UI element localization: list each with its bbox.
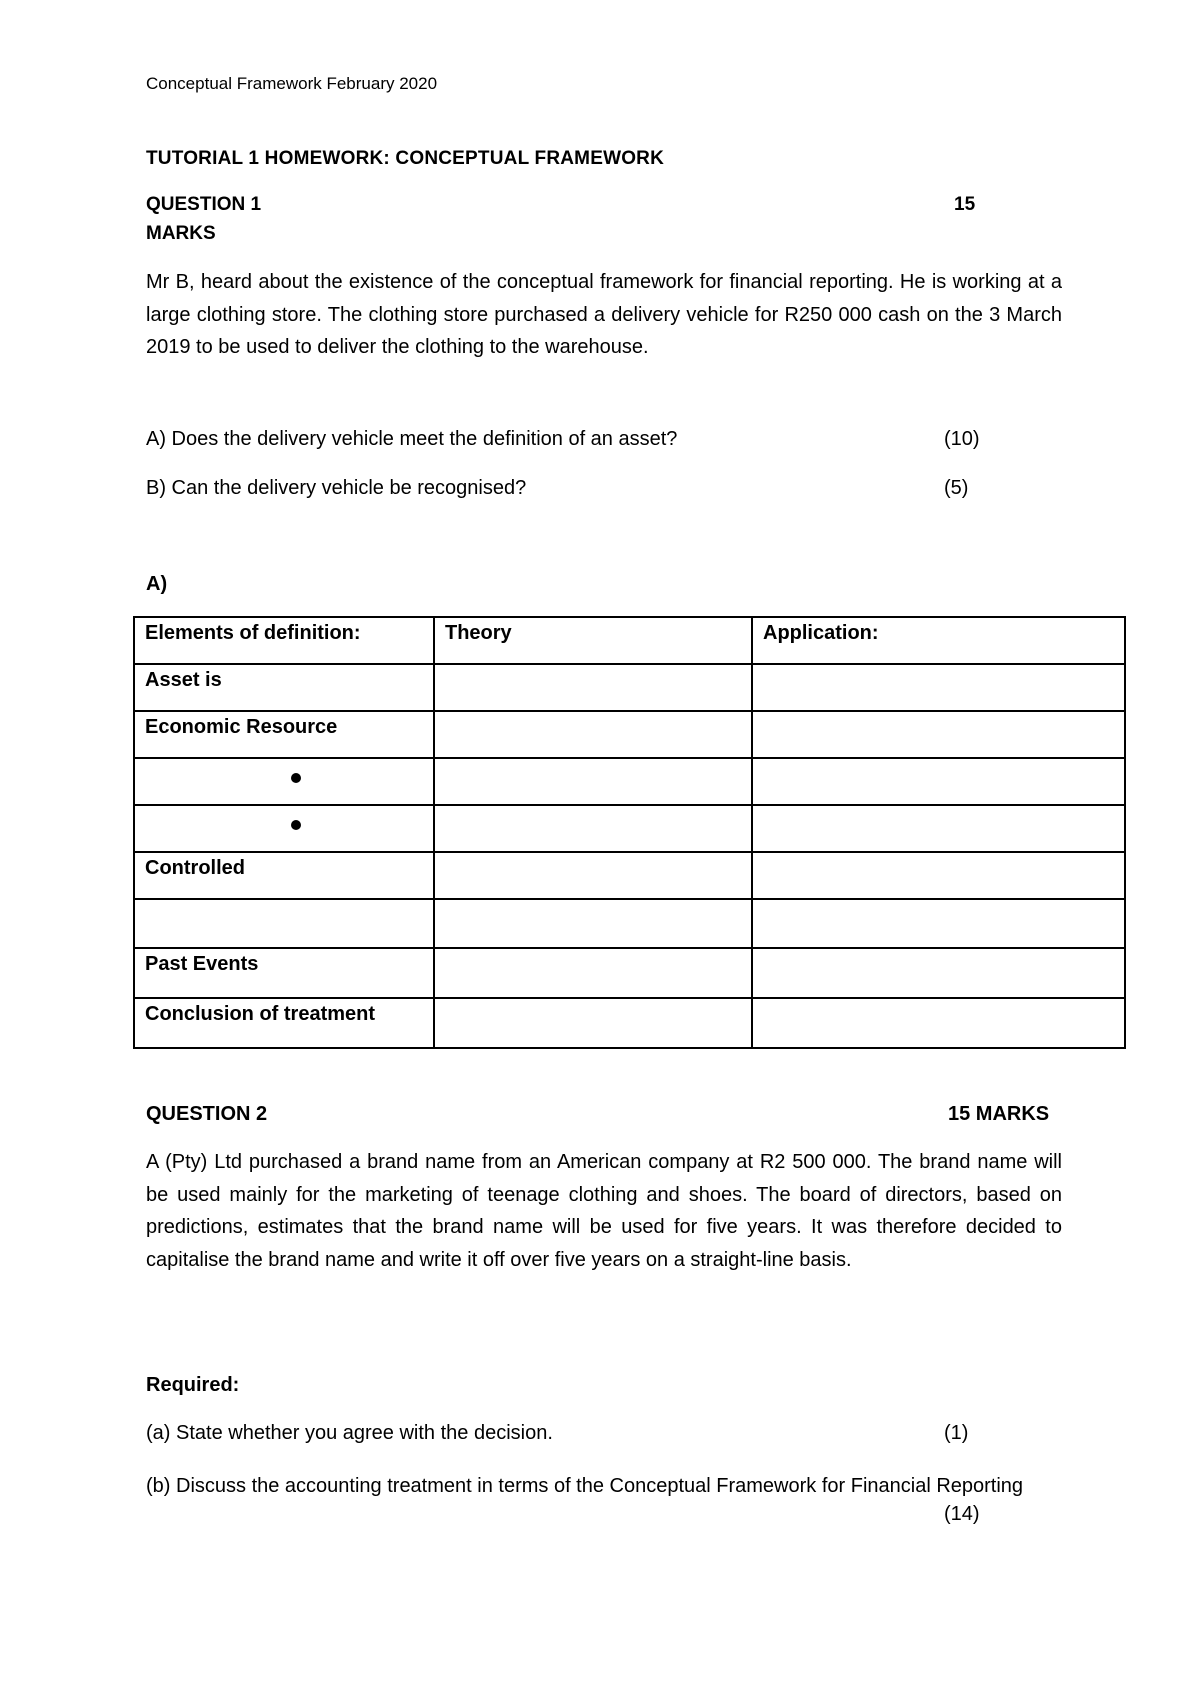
question-1-scenario: Mr B, heard about the existence of the conceptual framework for financial reporting. He is working at a large clothing store. The clothing store purchased a delivery vehicle for R250 000 cash on the 3 March 2019 to be used to deliver the clothing to the warehouse.: [146, 271, 1062, 358]
theory-cell[interactable]: [434, 664, 752, 711]
theory-cell[interactable]: [434, 899, 752, 948]
document-title: TUTORIAL 1 HOMEWORK: CONCEPTUAL FRAMEWORK: [146, 148, 665, 169]
question-2a-marks: (1): [944, 1422, 969, 1444]
row-label-empty: [134, 899, 434, 948]
table-row: [134, 899, 1125, 948]
header-elements: Elements of definition:: [134, 617, 434, 664]
row-label-asset-is: Asset is: [134, 664, 434, 711]
application-cell[interactable]: [752, 805, 1125, 852]
page-header: Conceptual Framework February 2020: [146, 74, 438, 93]
question-1a-text: A) Does the delivery vehicle meet the definition of an asset?: [146, 428, 678, 450]
bullet-icon: [291, 820, 301, 830]
application-cell[interactable]: [752, 998, 1125, 1048]
application-cell[interactable]: [752, 948, 1125, 998]
question-1-marks-number: 15: [954, 194, 976, 215]
theory-cell[interactable]: [434, 711, 752, 758]
theory-cell[interactable]: [434, 805, 752, 852]
question-2-marks: 15 MARKS: [948, 1103, 1050, 1125]
row-label-economic-resource: Economic Resource: [134, 711, 434, 758]
application-cell[interactable]: [752, 664, 1125, 711]
theory-cell[interactable]: [434, 998, 752, 1048]
question-2-label: QUESTION 2: [146, 1103, 268, 1125]
bullet-icon: [291, 773, 301, 783]
application-cell[interactable]: [752, 899, 1125, 948]
table-row: [134, 805, 1125, 852]
application-cell[interactable]: [752, 758, 1125, 805]
question-2-scenario: A (Pty) Ltd purchased a brand name from an American company at R2 500 000. The brand name will be used mainly for the marketing of teenage clothing and shoes. The board of directors, based on predictions, estimates that the brand name will be used for five years. It was therefore decided to capitalise the brand name and write it off over five years on a straight-line basis.: [146, 1151, 1062, 1271]
table-row: [134, 948, 1125, 998]
table-header-row: [134, 617, 1125, 664]
question-1a-marks: (10): [944, 428, 980, 450]
bullet-cell: [134, 805, 434, 852]
table-row: [134, 852, 1125, 899]
theory-cell[interactable]: [434, 948, 752, 998]
header-theory: Theory: [434, 617, 752, 664]
row-label-conclusion: Conclusion of treatment: [134, 998, 434, 1048]
table-row: [134, 664, 1125, 711]
asset-definition-table: [133, 616, 1126, 1049]
application-cell[interactable]: [752, 711, 1125, 758]
application-cell[interactable]: [752, 852, 1125, 899]
row-label-controlled: Controlled: [134, 852, 434, 899]
answer-a-label: A): [146, 573, 168, 595]
question-2b-text: (b) Discuss the accounting treatment in terms of the Conceptual Framework for Financial Reporting: [146, 1475, 1024, 1497]
question-1-label: QUESTION 1: [146, 194, 262, 215]
table-row: [134, 711, 1125, 758]
theory-cell[interactable]: [434, 852, 752, 899]
question-2b-marks: (14): [944, 1503, 980, 1525]
bullet-cell: [134, 758, 434, 805]
theory-cell[interactable]: [434, 758, 752, 805]
table-row: [134, 998, 1125, 1048]
question-1b-marks: (5): [944, 477, 969, 499]
required-label: Required:: [146, 1374, 240, 1396]
header-application: Application:: [752, 617, 1125, 664]
question-1b-text: B) Can the delivery vehicle be recognised?: [146, 477, 527, 499]
table-row: [134, 758, 1125, 805]
question-2a-text: (a) State whether you agree with the decision.: [146, 1422, 553, 1444]
row-label-past-events: Past Events: [134, 948, 434, 998]
question-1-marks-word: MARKS: [146, 223, 216, 244]
